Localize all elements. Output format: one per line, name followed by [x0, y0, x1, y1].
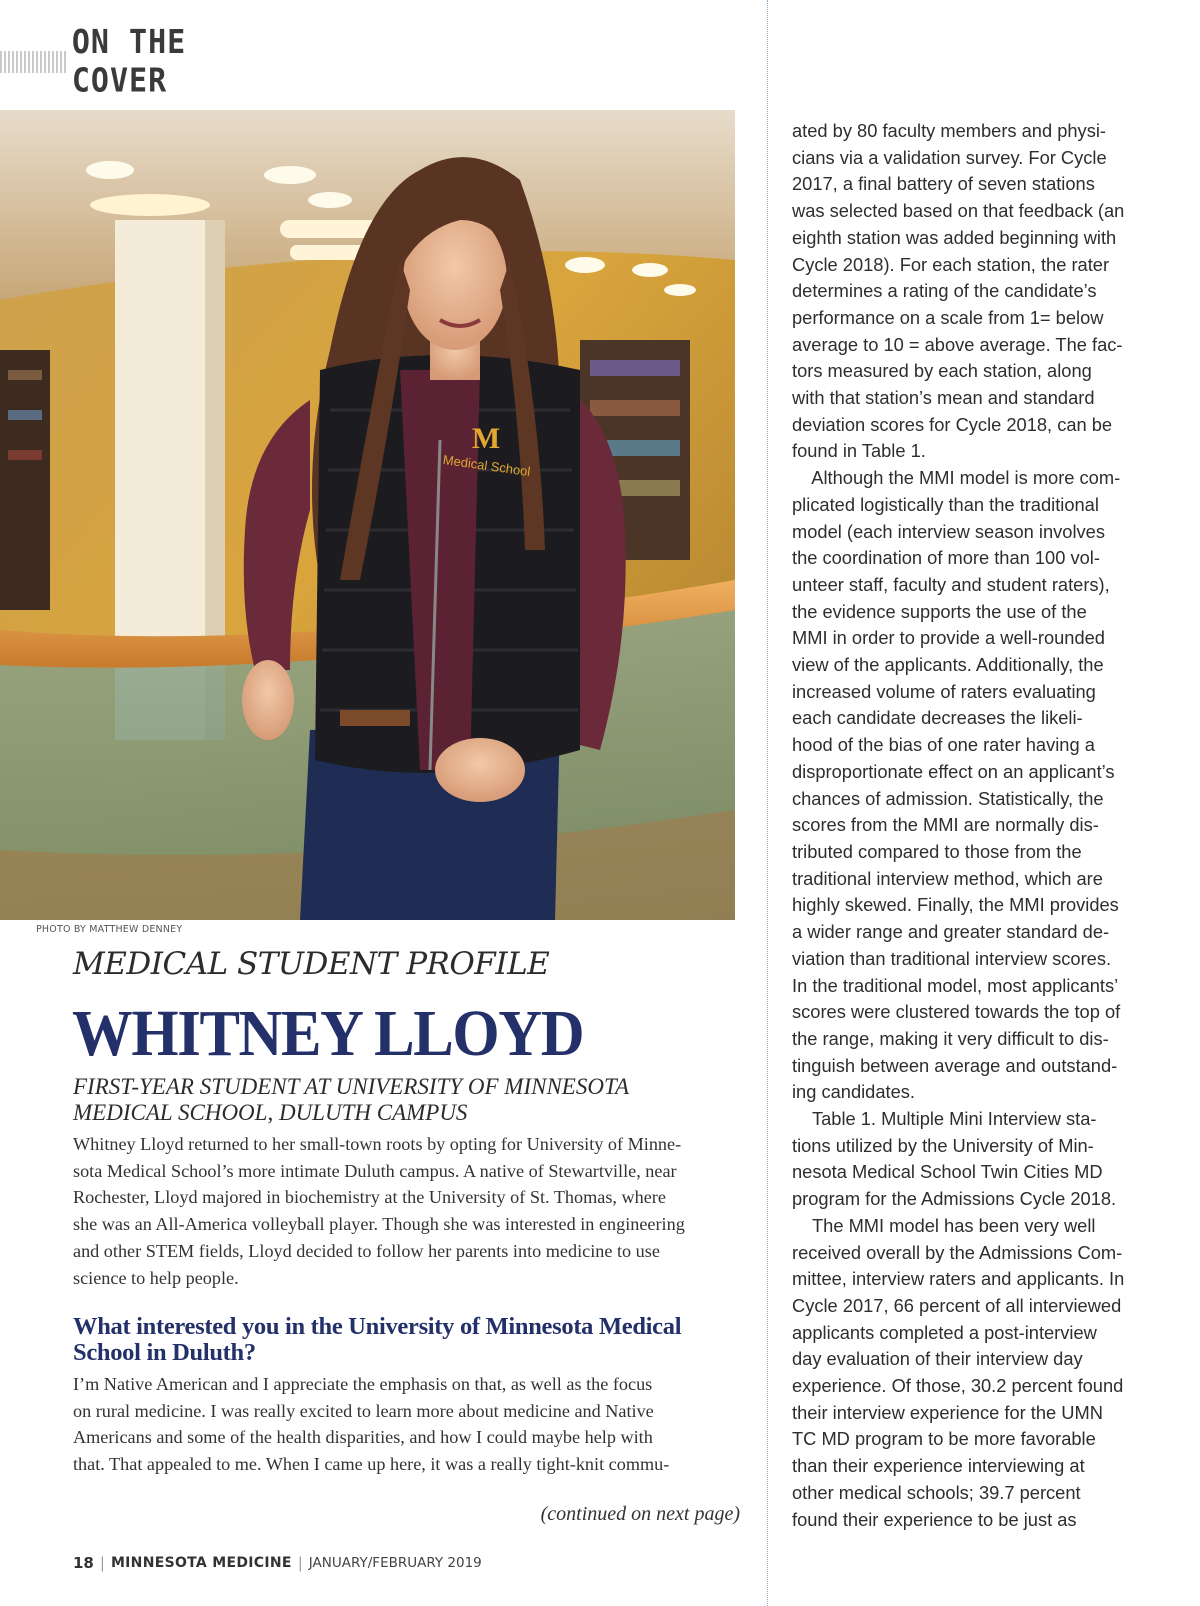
right-column-line: eighth station was added beginning with	[792, 226, 1117, 248]
right-column-line: the range, making it very difficult to dis-	[792, 1027, 1109, 1049]
right-column-line: experience. Of those, 30.2 percent found	[792, 1375, 1124, 1397]
right-column-line: the evidence supports the use of the	[792, 600, 1087, 622]
answer-line: that. That appealed to me. When I came up here, it was a really tight-knit commu-	[73, 1454, 670, 1475]
right-column-line: plicated logistically than the traditional	[792, 493, 1099, 515]
interview-question: What interested you in the University of Minnesota Medical School in Duluth?	[73, 1313, 682, 1366]
right-column-line: tinguish between average and outstand-	[792, 1054, 1118, 1076]
right-column-line: was selected based on that feedback (an	[792, 200, 1125, 222]
intro-line: she was an All-America volleyball player. Though she was interested in engineering	[73, 1214, 685, 1235]
page-footer	[73, 1554, 482, 1572]
right-column-line: applicants completed a post-interview	[792, 1321, 1097, 1343]
section-header	[0, 23, 300, 101]
subhead-line: FIRST-YEAR STUDENT AT UNIVERSITY OF MINNESOTA	[73, 1074, 630, 1099]
right-column-line: scores from the MMI are normally dis-	[792, 814, 1099, 836]
right-column-line: the coordination of more than 100 vol-	[792, 547, 1100, 569]
right-column-line: tions utilized by the University of Min-	[792, 1134, 1094, 1156]
right-column-line: determines a rating of the candidate’s	[792, 280, 1097, 302]
right-column-line: scores were clustered towards the top of	[792, 1001, 1121, 1023]
subhead-line: MEDICAL SCHOOL, DULUTH CAMPUS	[73, 1100, 468, 1125]
intro-line: and other STEM fields, Lloyd decided to follow her parents into medicine to use	[73, 1240, 660, 1261]
right-column-text	[792, 118, 1162, 1533]
cover-photo	[0, 110, 735, 920]
right-column-line: Cycle 2018). For each station, the rater	[792, 253, 1110, 275]
right-column-line: nesota Medical School Twin Cities MD	[792, 1161, 1103, 1183]
intro-paragraph	[73, 1131, 738, 1291]
right-column-line: model (each interview season involves	[792, 520, 1105, 542]
profile-name: WHITNEY LLOYD	[72, 997, 584, 1070]
right-column-line: tors measured by each station, along	[792, 360, 1092, 382]
right-column-line: Table 1. Multiple Mini Interview sta-	[792, 1108, 1097, 1130]
intro-line: Rochester, Lloyd majored in biochemistry at the University of St. Thomas, where	[73, 1187, 666, 1208]
right-column-line: MMI in order to provide a well-rounded	[792, 627, 1105, 649]
right-column-line: traditional interview method, which are	[792, 867, 1103, 889]
issue-date: JANUARY/FEBRUARY 2019	[308, 1555, 482, 1571]
right-column-line: program for the Admissions Cycle 2018.	[792, 1188, 1117, 1210]
profile-subhead	[73, 1074, 733, 1126]
profile-kicker: MEDICAL STUDENT PROFILE	[73, 946, 550, 982]
right-column-line: viation than traditional interview scores.	[792, 947, 1112, 969]
right-column-line: increased volume of raters evaluating	[792, 680, 1096, 702]
right-column-line: disproportionate effect on an applicant’s	[792, 760, 1115, 782]
right-column-line: ated by 80 faculty members and physi-	[792, 120, 1106, 141]
right-column-line: Cycle 2017, 66 percent of all interviewed	[792, 1294, 1122, 1316]
header-dot-pattern	[0, 51, 66, 73]
right-column-line: found their experience to be just as	[792, 1508, 1077, 1530]
answer-line: I’m Native American and I appreciate the emphasis on that, as well as the focus	[73, 1374, 653, 1394]
right-column-line: with that station’s mean and standard	[792, 387, 1095, 409]
right-column-line: tributed compared to those from the	[792, 840, 1082, 862]
vest-m-logo: M	[471, 422, 501, 455]
right-column-line: each candidate decreases the likeli-	[792, 707, 1083, 729]
right-column-line: performance on a scale from 1= below	[792, 306, 1104, 328]
right-column-line: In the traditional model, most applicants’	[792, 974, 1119, 996]
footer-separator: |	[297, 1554, 303, 1572]
photo-credit: PHOTO BY MATTHEW DENNEY	[36, 924, 183, 935]
right-column-line: TC MD program to be more favorable	[792, 1428, 1096, 1450]
right-column-line: deviation scores for Cycle 2018, can be	[792, 413, 1113, 435]
right-column-line: ing candidates.	[792, 1081, 915, 1103]
right-column-line: unteer staff, faculty and student raters),	[792, 573, 1110, 595]
answer-line: on rural medicine. I was really excited to learn more about medicine and Native	[73, 1400, 654, 1421]
column-divider	[767, 0, 768, 1606]
page-number: 18	[73, 1554, 94, 1572]
right-column-line: highly skewed. Finally, the MMI provides	[792, 894, 1119, 916]
right-column-line: mittee, interview raters and applicants. In	[792, 1268, 1125, 1290]
vest-logo-text: Medical School	[441, 451, 532, 480]
right-column-line: day evaluation of their interview day	[792, 1348, 1083, 1370]
right-column-line: cians via a validation survey. For Cycle	[792, 146, 1107, 168]
intro-line: sota Medical School’s more intimate Duluth campus. A native of Stewartville, near	[73, 1160, 677, 1181]
intro-line: Whitney Lloyd returned to her small-town roots by opting for University of Minne-	[73, 1134, 682, 1154]
right-column-line: Although the MMI model is more com-	[792, 467, 1121, 489]
answer-line: Americans and some of the health disparities, and how I could maybe help with	[73, 1427, 653, 1448]
footer-separator: |	[99, 1554, 105, 1572]
right-column-line: 2017, a final battery of seven stations	[792, 173, 1095, 195]
answer-paragraph	[73, 1371, 738, 1478]
right-column-line: The MMI model has been very well	[792, 1214, 1096, 1236]
right-column-line: chances of admission. Statistically, the	[792, 787, 1104, 809]
right-column-line: other medical schools; 39.7 percent	[792, 1481, 1081, 1503]
right-column-line: average to 10 = above average. The fac-	[792, 333, 1123, 355]
cover-photo-illustration	[0, 110, 735, 920]
right-column-line: hood of the bias of one rater having a	[792, 734, 1095, 756]
continued-note: (continued on next page)	[540, 1503, 740, 1525]
section-label: ON THE COVER	[71, 23, 187, 101]
intro-line: science to help people.	[73, 1267, 239, 1288]
publication-name: MINNESOTA MEDICINE	[110, 1555, 292, 1571]
right-column-line: their interview experience for the UMN	[792, 1401, 1103, 1423]
right-column-line: than their experience interviewing at	[792, 1455, 1085, 1477]
right-column-line: a wider range and greater standard de-	[792, 921, 1110, 943]
right-column-line: received overall by the Admissions Com-	[792, 1241, 1123, 1263]
right-column-line: view of the applicants. Additionally, the	[792, 654, 1104, 676]
right-column-line: found in Table 1.	[792, 440, 926, 462]
